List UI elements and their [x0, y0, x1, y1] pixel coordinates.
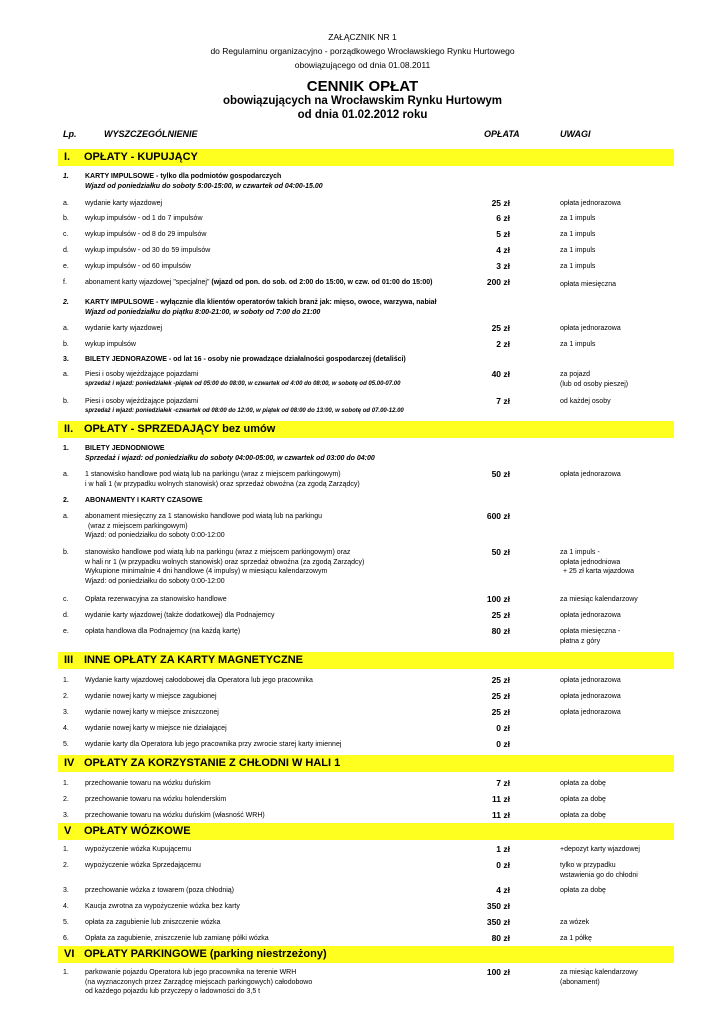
row-lp: 3.: [63, 709, 69, 716]
row-desc-detail: sprzedaż i wjazd: poniedziałek -piątek od 05:00 do 08:00, w czwartek od 4:00 do 08:00, w sobotę od 05.00-07.00: [85, 380, 401, 387]
row-note: opłata miesięczna: [560, 281, 617, 288]
row-fee: 7 zł: [496, 396, 510, 406]
section-title: OPŁATY PARKINGOWE (parking niestrzeżony): [84, 948, 327, 960]
section-header: [58, 421, 674, 438]
row-note: opłata za dobę: [560, 887, 606, 894]
row-fee: 4 zł: [496, 885, 510, 895]
row-note: za wózek: [560, 919, 590, 926]
row-desc-detail: (wjazd od pon. do sob. od 2:00 do 15:00, w czw. od 01:00 do 15:00): [211, 279, 433, 286]
row-desc: wykup impulsów: [85, 341, 136, 348]
row-note: za 1 impuls: [560, 247, 596, 254]
section-header: [58, 652, 674, 669]
section-number: II.: [64, 423, 74, 435]
row-desc: Opłata rezerwacyjna za stanowisko handlowe: [85, 596, 227, 603]
row-fee: 0 zł: [496, 739, 510, 749]
row-desc-extra: od każdego pojazdu lub przyczepy o ładowności do 3,5 t: [85, 988, 261, 996]
row-lp: 2.: [63, 497, 69, 504]
row-lp: 3.: [63, 812, 69, 819]
row-note: od każdej osoby: [560, 398, 611, 405]
col-header-note: UWAGI: [560, 129, 591, 139]
row-fee: 25 zł: [491, 707, 510, 717]
row-fee: 1 zł: [496, 844, 510, 854]
row-lp: 1.: [63, 846, 69, 853]
row-fee: 50 zł: [491, 547, 510, 557]
row-desc: wydanie nowej karty w miejsce zagubionej: [85, 693, 217, 700]
row-desc-detail: Wjazd od poniedziałku do piątku 8:00-21:00, w soboty od 7:00 do 21:00: [85, 308, 321, 316]
row-fee: 50 zł: [491, 469, 510, 479]
row-fee: 200 zł: [486, 277, 510, 287]
page-title: CENNIK OPŁAT: [306, 78, 419, 95]
row-desc: przechowanie towaru na wózku duńskim: [85, 780, 211, 787]
row-desc: przechowanie towaru na wózku duńskim (własność WRH): [85, 812, 265, 819]
row-lp: b.: [63, 549, 69, 556]
page-subtitle: obowiązujących na Wrocławskim Rynku Hurtowym: [222, 95, 503, 107]
row-desc: KARTY IMPULSOWE - wyłącznie dla klientów operatorów takich branż jak: mięso, owoce, warzywa, nabiał: [85, 299, 437, 306]
row-note-detail: wstawienia go do chłodni: [560, 871, 638, 879]
row-lp: c.: [63, 596, 69, 603]
row-desc: przechowanie towaru na wózku holenderskim: [85, 796, 227, 803]
col-header-desc: WYSZCZEGÓLNIENIE: [104, 129, 198, 139]
col-header-lp: Lp.: [63, 129, 77, 139]
row-desc: wydanie nowej karty w miejsce zniszczonej: [85, 709, 219, 716]
row-fee: 2 zł: [496, 339, 510, 349]
row-note-detail: (lub od osoby pieszej): [560, 380, 629, 388]
row-desc: wydanie karty wjazdowej: [85, 325, 163, 332]
row-note: opłata jednorazowa: [560, 612, 621, 619]
col-header-fee: OPŁATA: [484, 129, 520, 139]
row-lp: 3.: [63, 887, 69, 894]
row-desc: wykup impulsów - od 30 do 59 impulsów: [85, 247, 211, 254]
row-lp: a.: [63, 371, 69, 378]
row-lp: 2.: [63, 862, 69, 869]
row-desc-detail: Wjazd od poniedziałku do soboty 5:00-15:00, w czwartek od 04:00-15.00: [85, 182, 323, 190]
row-note: opłata jednorazowa: [560, 471, 621, 478]
regulation-line: do Regulaminu organizacyjno - porządkowego Wrocławskiego Rynku Hurtowego: [210, 46, 515, 56]
page-subtitle-date: od dnia 01.02.2012 roku: [297, 109, 428, 121]
row-note: za pojazd: [560, 371, 590, 378]
row-desc: Opłata za zagubienie, zniszczenie lub zamianę półki wózka: [85, 935, 269, 942]
row-desc: przechowanie wózka z towarem (poza chłodnią): [85, 887, 235, 894]
row-desc: stanowisko handlowe pod wiatą lub na parkingu (wraz z miejscem parkingowym) oraz: [85, 549, 351, 556]
row-desc: wykup impulsów - od 60 impulsów: [85, 263, 191, 270]
row-note: za miesiąc kalendarzowy: [560, 596, 638, 603]
row-desc-min: Wykupione minimalnie 4 dni handlowe (4 impulsy) w miesiącu kalendarzowym: [85, 568, 328, 576]
section-header: [58, 946, 674, 963]
row-desc: ABONAMENTY I KARTY CZASOWE: [85, 497, 203, 504]
section-title: OPŁATY - KUPUJĄCY: [84, 151, 198, 163]
row-desc: BILETY JEDNORAZOWE - od lat 16 - osoby nie prowadzące działalności gospodarczej (detaliści): [85, 356, 406, 363]
row-lp: 1.: [63, 445, 69, 452]
row-lp: 4.: [63, 725, 69, 732]
row-lp: 5.: [63, 919, 69, 926]
row-lp: f.: [63, 279, 67, 286]
section-header: [58, 755, 674, 772]
row-desc: abonament miesięczny za 1 stanowisko handlowe pod wiatą lub na parkingu: [85, 513, 322, 520]
row-fee: 100 zł: [486, 967, 510, 977]
section-number: V: [64, 825, 72, 837]
row-note: za 1 impuls: [560, 341, 596, 348]
row-desc: Kaucja zwrotna za wypożyczenie wózka bez karty: [85, 903, 240, 910]
row-fee: 25 zł: [491, 610, 510, 620]
row-desc: Wydanie karty wjazdowej całodobowej dla Operatora lub jego pracownika: [85, 677, 313, 684]
row-lp: a.: [63, 513, 69, 520]
row-fee: 25 zł: [491, 675, 510, 685]
row-lp: 2.: [63, 693, 69, 700]
section-header: [58, 823, 674, 840]
row-fee: 0 zł: [496, 860, 510, 870]
section-title: INNE OPŁATY ZA KARTY MAGNETYCZNE: [84, 654, 303, 666]
section-title: OPŁATY - SPRZEDAJĄCY bez umów: [84, 423, 276, 435]
row-fee: 600 zł: [486, 511, 510, 521]
row-note-detail: (abonament): [560, 978, 600, 986]
row-note: opłata jednorazowa: [560, 693, 621, 700]
row-fee: 6 zł: [496, 213, 510, 223]
row-desc: wydanie karty dla Operatora lub jego pracownika przy zwrocie starej karty imiennej: [85, 741, 342, 748]
section-number: VI: [64, 948, 75, 960]
effective-date-line: obowiązującego od dnia 01.08.2011: [294, 60, 431, 70]
row-lp: 3.: [63, 356, 69, 363]
row-fee: 11 zł: [492, 794, 510, 804]
row-fee: 25 zł: [491, 691, 510, 701]
row-note: opłata jednorazowa: [560, 709, 621, 716]
row-note: za 1 półkę: [560, 935, 592, 942]
row-desc: wydanie karty wjazdowej (także dodatkowej) dla Podnajemcy: [85, 612, 275, 619]
section-title: OPŁATY WÓZKOWE: [84, 825, 191, 837]
row-lp: 1.: [63, 969, 69, 976]
row-desc-detail: Sprzedaż i wjazd: od poniedziałku do soboty 04:00-05:00, w czwartek od 03:00 do 04:00: [85, 454, 375, 462]
section-number: I.: [64, 151, 71, 163]
row-desc-hours: Wjazd: od poniedziałku do soboty 0:00-12:00: [85, 532, 225, 540]
row-desc-detail: (na wyznaczonych przez Zarządcę miejscach parkingowych) całodobowo: [85, 978, 313, 986]
section-number: III: [64, 654, 74, 666]
row-lp: a.: [63, 200, 69, 207]
row-lp: b.: [63, 398, 69, 405]
row-note: opłata za dobę: [560, 812, 606, 819]
row-lp: 1.: [63, 173, 69, 180]
row-fee: 4 zł: [496, 245, 510, 255]
row-note: opłata miesięczna -: [560, 628, 621, 635]
row-desc: opłata handlowa dla Podnajemcy (na każdą kartę): [85, 628, 241, 635]
section-header: [58, 149, 674, 166]
row-desc-detail: w hali nr 1 (w przypadku wolnych stanowisk) oraz sprzedaż obwoźna (za zgodą Zarządcy): [85, 558, 365, 566]
row-lp: b.: [63, 341, 69, 348]
row-fee: 25 zł: [491, 198, 510, 208]
row-note-detail: opłata jednodniowa: [560, 558, 621, 566]
row-fee: 100 zł: [486, 594, 510, 604]
row-desc-detail: (wraz z miejscem parkingowym): [88, 522, 188, 530]
row-lp: e.: [63, 263, 69, 270]
row-desc: wykup impulsów - od 8 do 29 impulsów: [85, 231, 207, 238]
row-note: +depozyt karty wjazdowej: [560, 846, 640, 853]
row-desc: opłata za zagubienie lub zniszczenie wózka: [85, 919, 221, 926]
row-desc-detail: sprzedaż i wjazd: poniedziałek -czwartek od 08:00 do 12:00, w piątek od 08:00 do 13:00, w sobotę od 07.00-12.00: [85, 407, 404, 414]
row-lp: a.: [63, 325, 69, 332]
row-desc: parkowanie pojazdu Operatora lub jego pracownika na terenie WRH: [85, 969, 297, 976]
row-note: opłata jednorazowa: [560, 677, 621, 684]
row-lp: 1.: [63, 780, 69, 787]
row-desc: BILETY JEDNODNIOWE: [85, 445, 165, 452]
row-lp: c.: [63, 231, 69, 238]
row-desc: KARTY IMPULSOWE - tylko dla podmiotów gospodarczych: [85, 173, 282, 180]
row-fee: 11 zł: [492, 810, 510, 820]
row-note: tylko w przypadku: [560, 862, 616, 869]
row-fee: 350 zł: [486, 917, 510, 927]
row-fee: 80 zł: [491, 626, 510, 636]
row-desc: abonament karty wjazdowej "specjalnej": [85, 279, 210, 286]
row-desc-hours: Wjazd: od poniedziałku do soboty 0:00-12:00: [85, 577, 225, 585]
row-fee: 350 zł: [486, 901, 510, 911]
row-lp: 2.: [63, 796, 69, 803]
row-note: za 1 impuls: [560, 215, 596, 222]
row-fee: 40 zł: [491, 369, 510, 379]
row-lp: e.: [63, 628, 69, 635]
annex-label: ZAŁĄCZNIK NR 1: [328, 32, 397, 42]
row-fee: 3 zł: [496, 261, 510, 271]
row-note: opłata jednorazowa: [560, 325, 621, 332]
row-desc: wydanie karty wjazdowej: [85, 200, 163, 207]
section-number: IV: [64, 757, 75, 769]
row-note: za 1 impuls: [560, 231, 596, 238]
row-fee: 7 zł: [496, 778, 510, 788]
row-note-detail: płatna z góry: [560, 637, 601, 645]
row-note: opłata za dobę: [560, 796, 606, 803]
row-lp: a.: [63, 471, 69, 478]
row-fee: 80 zł: [491, 933, 510, 943]
row-note: opłata za dobę: [560, 780, 606, 787]
row-desc: wykup impulsów - od 1 do 7 impulsów: [85, 215, 203, 222]
row-desc: wypożyczenie wózka Sprzedającemu: [85, 862, 201, 869]
row-lp: 2.: [63, 299, 69, 306]
row-fee: 0 zł: [496, 723, 510, 733]
row-fee: 25 zł: [491, 323, 510, 333]
row-lp: 6.: [63, 935, 69, 942]
row-fee: 5 zł: [496, 229, 510, 239]
row-desc-detail: i w hali 1 (w przypadku wolnych stanowisk) oraz sprzedaż obwoźna (za zgodą Zarządcy): [85, 480, 360, 488]
row-desc: Piesi i osoby wjeżdżające pojazdami: [85, 398, 199, 405]
row-desc: wypożyczenie wózka Kupującemu: [85, 846, 192, 853]
row-desc: wydanie nowej karty w miejsce nie działającej: [85, 725, 227, 732]
row-lp: 5.: [63, 741, 69, 748]
section-title: OPŁATY ZA KORZYSTANIE Z CHŁODNI W HALI 1: [84, 757, 341, 769]
row-note: za 1 impuls -: [560, 549, 600, 556]
row-desc: 1 stanowisko handlowe pod wiatą lub na parkingu (wraz z miejscem parkingowym): [85, 471, 341, 478]
row-lp: 4.: [63, 903, 69, 910]
row-lp: b.: [63, 215, 69, 222]
row-note: za miesiąc kalendarzowy: [560, 969, 638, 976]
row-note-extra: + 25 zł karta wjazdowa: [563, 568, 635, 576]
row-desc: Piesi i osoby wjeżdżające pojazdami: [85, 371, 199, 378]
row-lp: d.: [63, 612, 69, 619]
row-lp: 1.: [63, 677, 69, 684]
row-lp: d.: [63, 247, 69, 254]
row-note: za 1 impuls: [560, 263, 596, 270]
row-note: opłata jednorazowa: [560, 200, 621, 207]
